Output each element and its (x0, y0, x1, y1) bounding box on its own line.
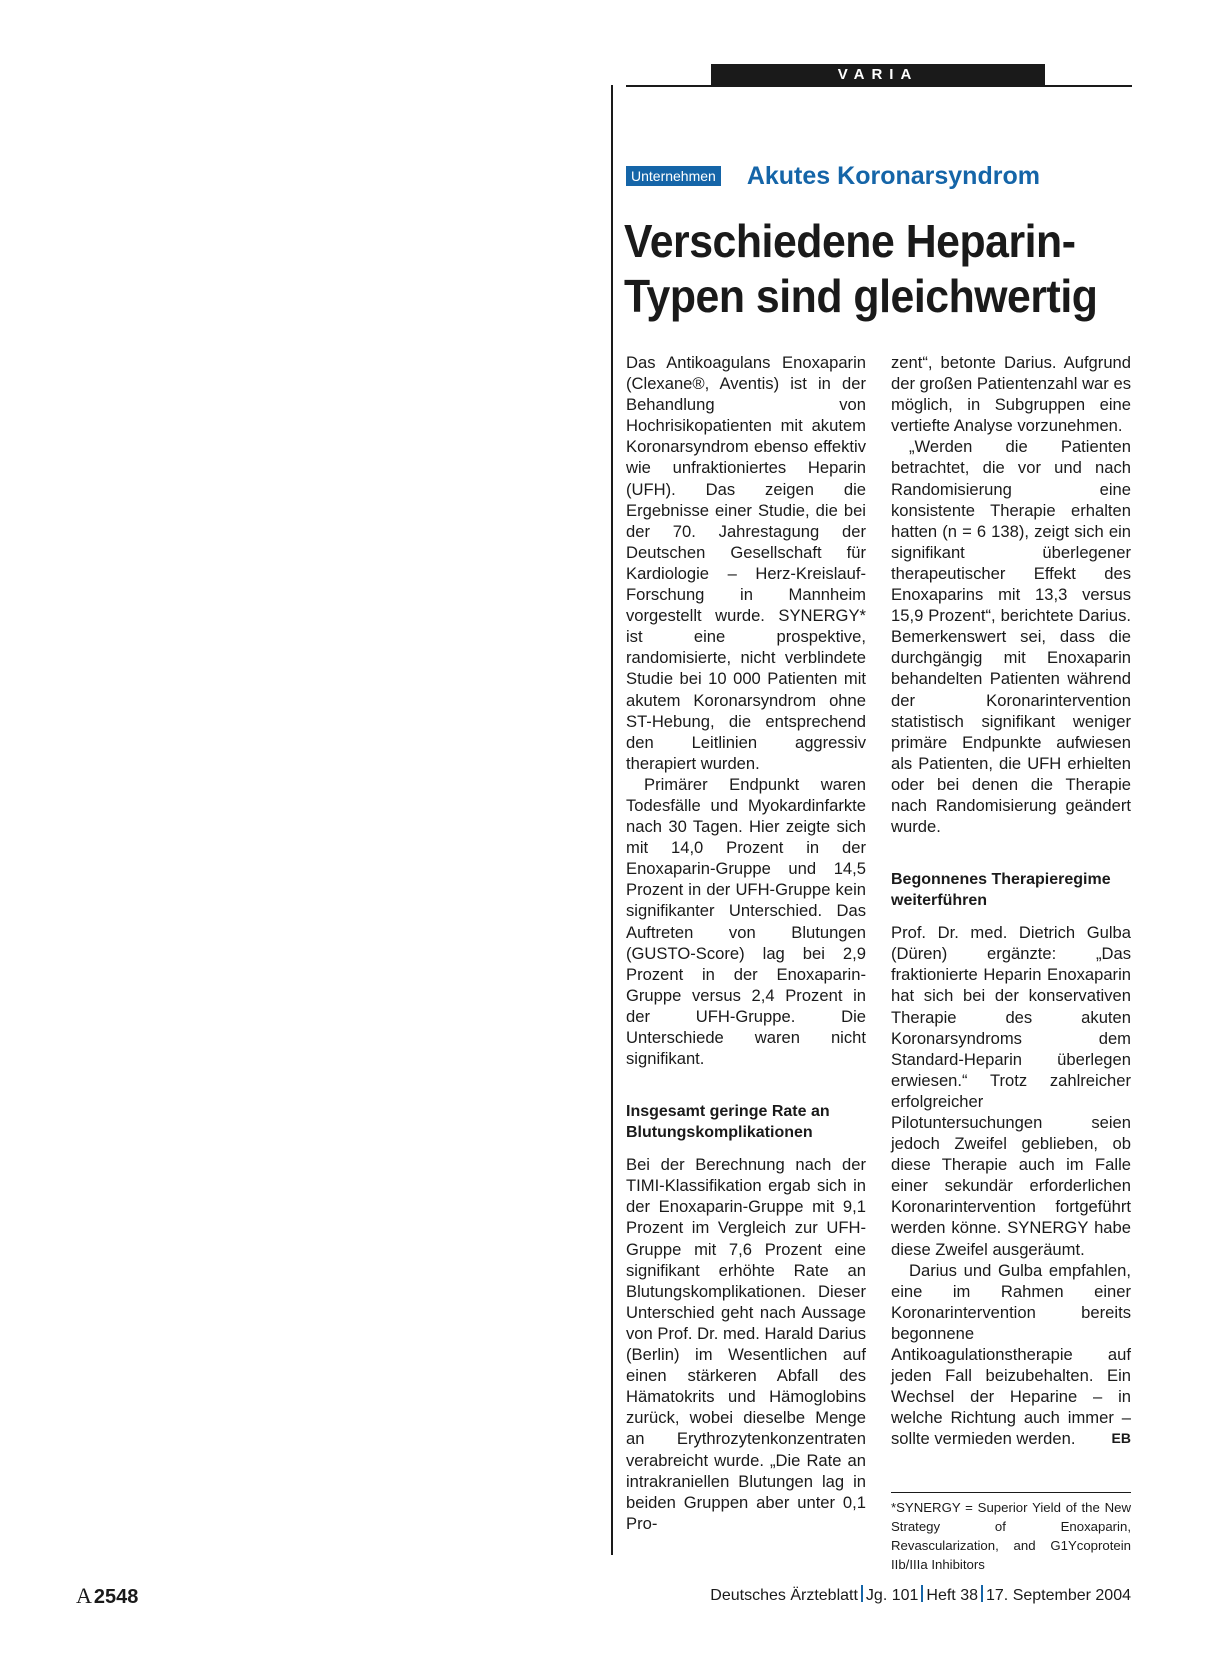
paragraph: zent“, betonte Darius. Aufgrund der großen Patientenzahl war es möglich, in Subgruppen eine vertiefte Analyse vorzunehmen. (891, 353, 1131, 436)
subheading: Insgesamt geringe Rate an Blutungskomplikationen (626, 1103, 830, 1142)
paragraph: Bei der Berechnung nach der TIMI-Klassifikation ergab sich in der Enoxaparin-Gruppe mit 9,1 Prozent im Vergleich zur UFH-Gruppe mit 7,6 Prozent eine signifikant erhöhte Rate an Blutungskomplikationen. Dieser Unterschied geht nach Aussage von Prof. Dr. med. Harald Darius (Berlin) im Wesentlichen auf einen stärkeren Abfall des Hämatokrits und Hämoglobins zurück, wobei dieselbe Menge an Erythrozytenkonzentraten verabreicht wurde. „Die Rate an intrakraniellen Blutungen lag in beiden Gruppen aber unter 0,1 Pro- (626, 1155, 866, 1533)
article-column-left (626, 352, 866, 1534)
paragraph: Primärer Endpunkt waren Todesfälle und Myokardinfarkte nach 30 Tagen. Hier zeigte sich mit 14,0 Prozent in der Enoxaparin-Gruppe und 14,5 Prozent in der UFH-Gruppe kein signifikanter Unterschied. Das Auftreten von Blutungen (GUSTO-Score) lag bei 2,9 Prozent in der Enoxaparin-Gruppe versus 2,4 Prozent in der UFH-Gruppe. Die Unterschiede waren nicht signifikant. (626, 774, 866, 1069)
issue: Heft 38 (926, 1587, 978, 1604)
paragraph: Das Antikoagulans Enoxaparin (Clexane®, Aventis) ist in der Behandlung von Hochrisikopatienten mit akutem Koronarsyndrom ebenso effektiv wie unfraktioniertes Heparin (UFH). Das zeigen die Ergebnisse einer Studie, die bei der 70. Jahrestagung der Deutschen Gesellschaft für Kardiologie – Herz-Kreislauf-Forschung in Mannheim vorgestellt wurde. SYNERGY* ist eine prospektive, randomisierte, nicht verblindete Studie bei 10 000 Patienten mit akutem Koronarsyndrom ohne ST-Hebung, die entsprechend den Leitlinien aggressiv therapiert wurden. (626, 353, 866, 773)
separator (861, 1585, 863, 1602)
article-column-right (891, 352, 1131, 1450)
headline: Verschiedene Heparin-Typen sind gleichwertig (624, 215, 1098, 322)
issue-date: 17. September 2004 (986, 1587, 1131, 1604)
separator (921, 1585, 923, 1602)
footer-citation (710, 1585, 1131, 1605)
volume: Jg. 101 (865, 1587, 919, 1604)
separator (981, 1585, 983, 1602)
footnote-rule (891, 1492, 1131, 1493)
footnote: *SYNERGY = Superior Yield of the New Strategy of Enoxaparin, Revascularization, and G1Ycoprotein IIb/IIIa Inhibitors (891, 1500, 1131, 1572)
paragraph-text: Darius und Gulba empfahlen, eine im Rahmen einer Koronarintervention bereits begonnene Antikoagulationstherapie auf jeden Fall beizubehalten. Ein Wechsel der Heparine – in welche Richtung auch immer – sollte vermieden werden. (891, 1260, 1131, 1449)
subheading: Begonnenes Therapieregime weiterführen (891, 871, 1111, 910)
kicker-title: Akutes Koronarsyndrom (746, 161, 1040, 190)
column-divider (611, 85, 613, 1555)
paragraph: „Werden die Patienten betrachtet, die vor und nach Randomisierung eine konsistente Therapie erhalten hatten (n = 6 138), zeigt sich ein signifikant überlegener therapeutischer Effekt des Enoxaparins mit 13,3 versus 15,9 Prozent“, berichtete Darius. Bemerkenswert sei, dass die durchgängig mit Enoxaparin behandelten Patienten während der Koronarintervention statistisch signifikant weniger primäre Endpunkte aufwiesen als Patienten, die UFH erhielten oder bei denen die Therapie nach Randomisierung geändert wurde. (891, 437, 1131, 837)
section-label: VARIA (711, 64, 1045, 86)
paragraph-with-author (891, 1260, 1131, 1450)
journal-name: Deutsches Ärzteblatt (710, 1587, 858, 1604)
kicker-row (626, 160, 1040, 192)
top-rule (626, 85, 1132, 87)
category-badge: Unternehmen (626, 166, 721, 186)
page-number (76, 1583, 138, 1609)
page-prefix: A (76, 1583, 92, 1608)
paragraph: Prof. Dr. med. Dietrich Gulba (Düren) ergänzte: „Das fraktionierte Heparin Enoxaparin hat sich bei der konservativen Therapie des akuten Koronarsyndroms dem Standard-Heparin überlegen erwiesen.“ Trotz zahlreicher erfolgreicher Pilotuntersuchungen seien jedoch Zweifel geblieben, ob diese Therapie auch im Falle einer sekundär erforderlichen Koronarintervention fortgeführt werden könne. SYNERGY habe diese Zweifel ausgeräumt. (891, 923, 1131, 1259)
page-number-value: 2548 (93, 1586, 139, 1608)
author-initials: EB (1111, 1430, 1131, 1447)
